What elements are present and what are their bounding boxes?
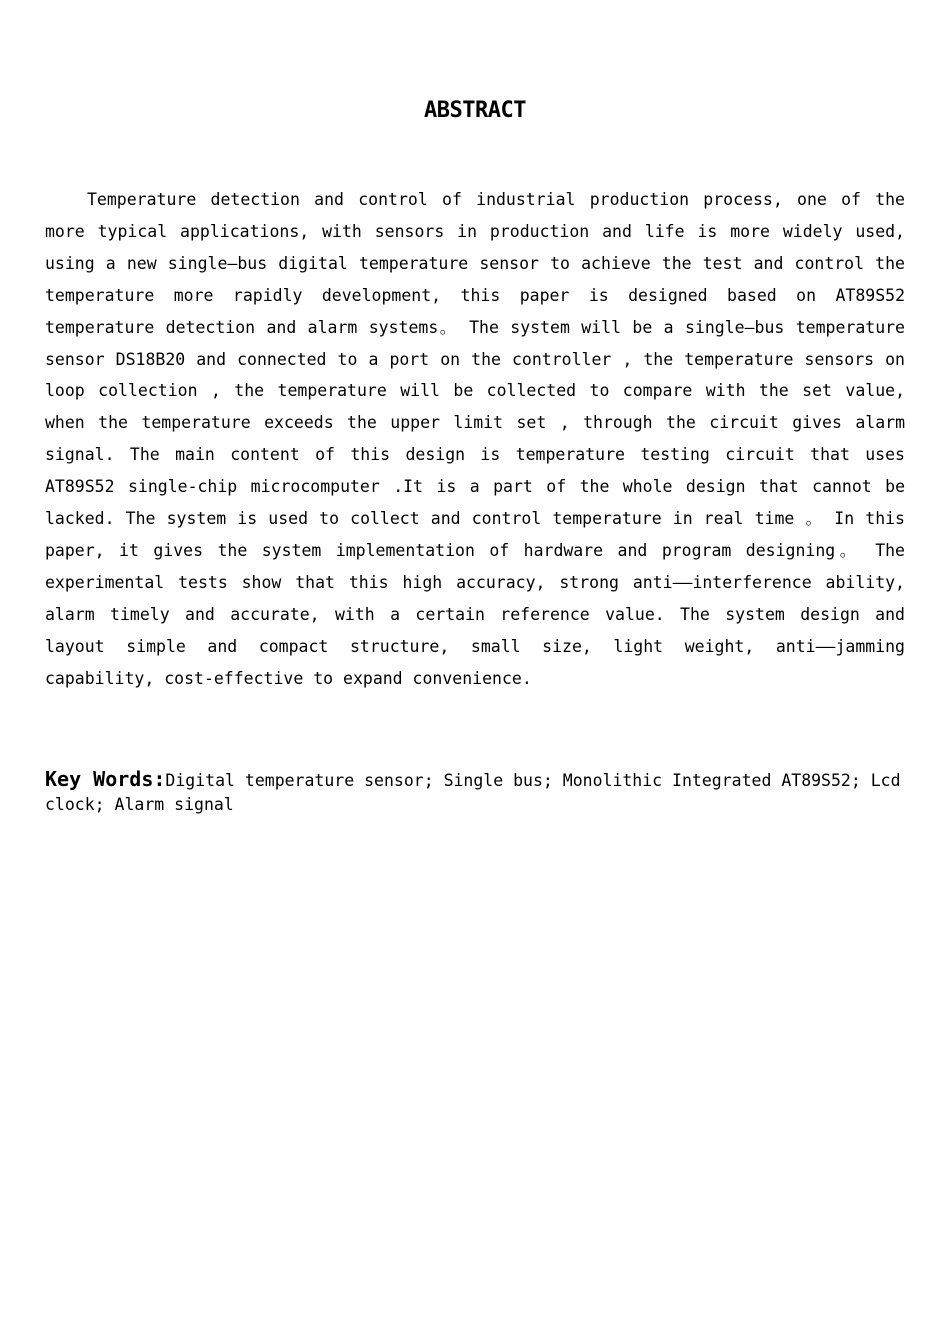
- keywords-text: Digital temperature sensor; Single bus; Monolithic Integrated AT89S52; Lcd clock; Alarm signal: [45, 771, 901, 814]
- keywords-label: Key Words:: [45, 767, 166, 791]
- abstract-title: ABSTRACT: [424, 98, 526, 123]
- abstract-paragraph: Temperature detection and control of industrial production process, one of the more typical applications, with sensors in production and life is more widely used, using a new single—bus digital temperature sensor to achieve the test and control the temperature more rapidly development, this paper is designed based on AT89S52 temperature detection and alarm systems。 The system will be a single—bus temperature sensor DS18B20 and connected to a port on the controller , the temperature sensors on loop collection , the temperature will be collected to compare with the set value, when the temperature exceeds the upper limit set , through the circuit gives alarm signal. The main content of this design is temperature testing circuit that uses AT89S52 single-chip microcomputer .It is a part of the whole design that cannot be lacked. The system is used to collect and control temperature in real time 。 In this paper, it gives the system implementation of hardware and program designing。 The experimental tests show that this high accuracy, strong anti——interference ability, alarm timely and accurate, with a certain reference value. The system design and layout simple and compact structure, small size, light weight, anti——jamming capability, cost-effective to expand convenience.: [45, 190, 905, 688]
- keywords-section: [45, 767, 915, 817]
